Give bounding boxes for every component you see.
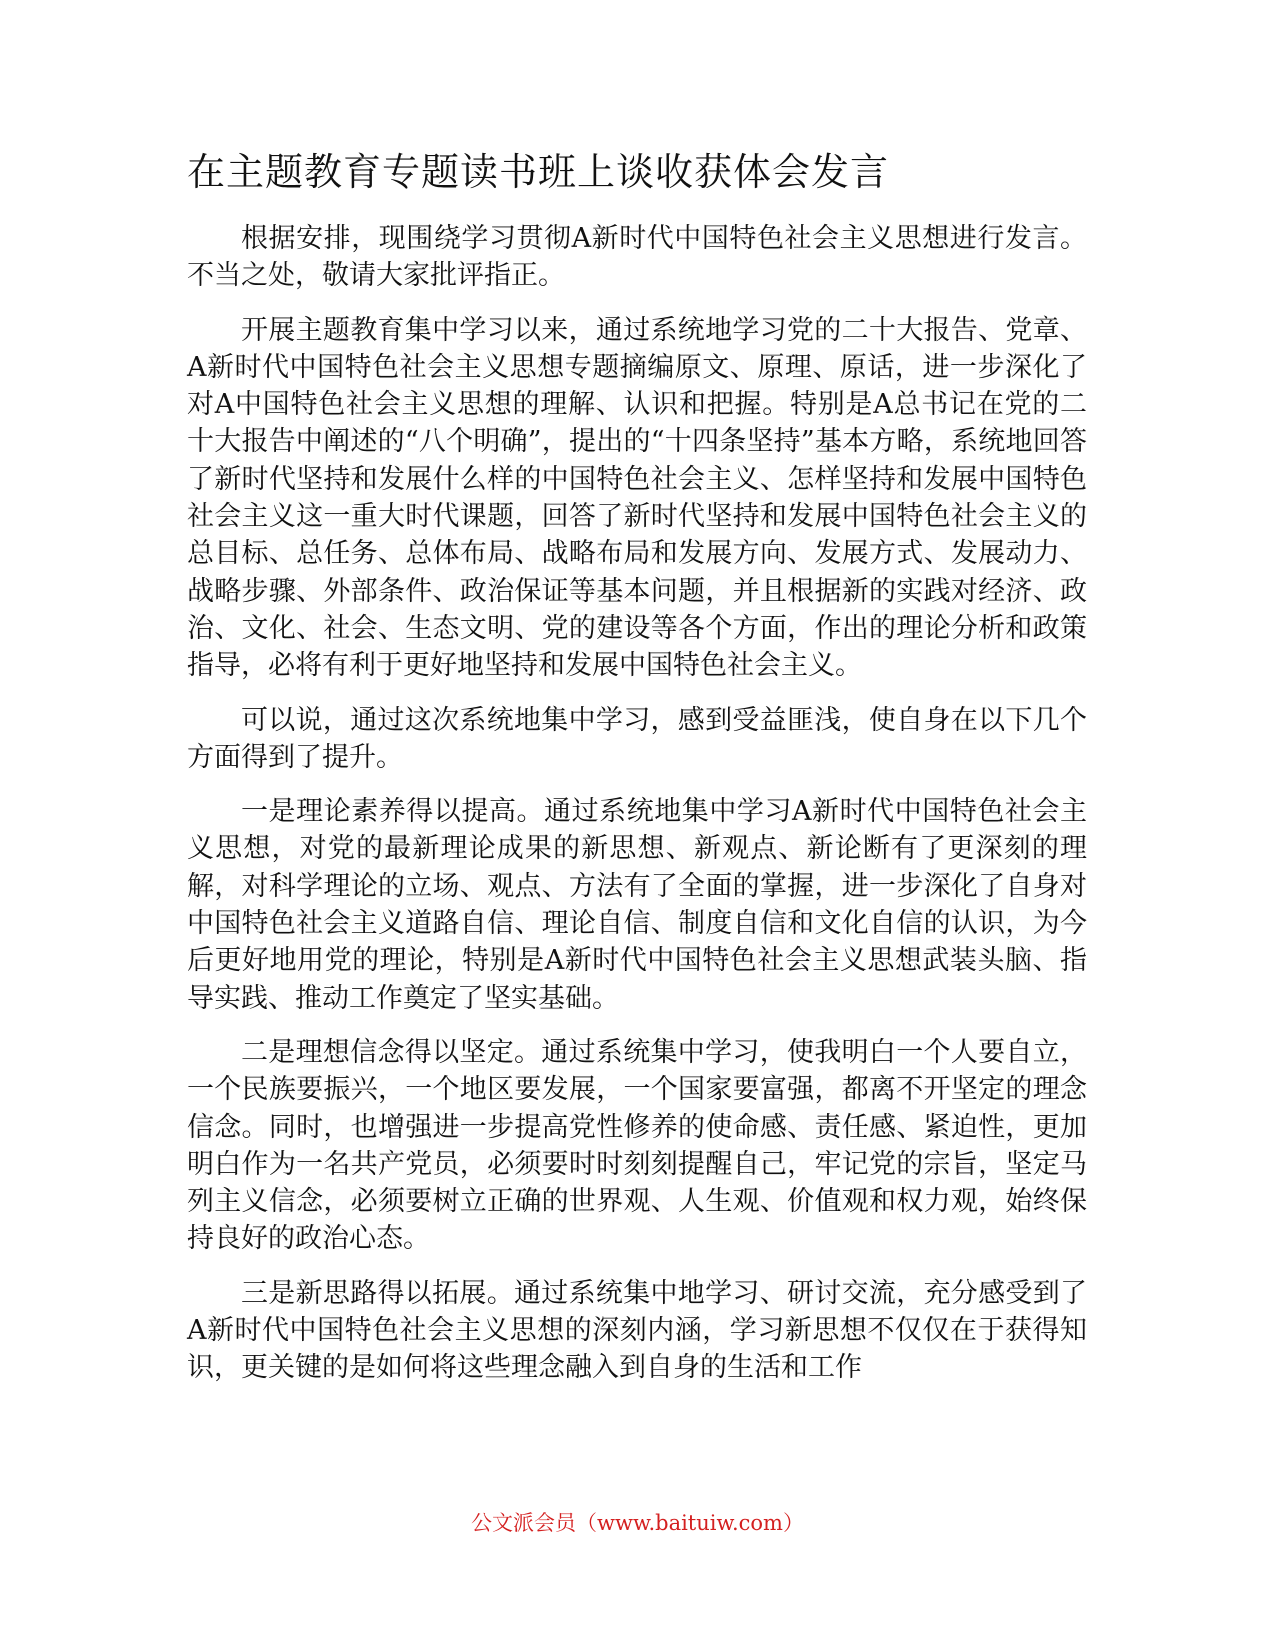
paragraph-intro: 根据安排，现围绕学习贯彻A新时代中国特色社会主义思想进行发言。不当之处，敬请大家批评指正。: [187, 223, 1087, 292]
paragraph-point-one: 一是理论素养得以提高。通过系统地集中学习A新时代中国特色社会主义思想，对党的最新理论成果的新思想、新观点、新论断有了更深刻的理解，对科学理论的立场、观点、方法有了全面的掌握，进一步深化了自身对中国特色社会主义道路自信、理论自信、制度自信和文化自信的认识，为今后更好地用党的理论，特别是A新时代中国特色社会主义思想武装头脑、指导实践、推动工作奠定了坚实基础。: [187, 796, 1087, 1014]
paragraph-point-three: 三是新思路得以拓展。通过系统集中地学习、研讨交流，充分感受到了A新时代中国特色社会主义思想的深刻内涵，学习新思想不仅仅在于获得知识，更关键的是如何将这些理念融入到自身的生活和工作: [187, 1277, 1087, 1384]
document-title: 在主题教育专题读书班上谈收获体会发言: [187, 150, 890, 194]
paragraph-summary: 可以说，通过这次系统地集中学习，感到受益匪浅，使自身在以下几个方面得到了提升。: [187, 704, 1087, 773]
footer-watermark: 公文派会员（www.baituiw.com）: [471, 1511, 804, 1535]
document-body: [187, 220, 1087, 1404]
paragraph-point-two: 二是理想信念得以坚定。通过系统集中学习，使我明白一个人要自立，一个民族要振兴，一个地区要发展，一个国家要富强，都离不开坚定的理念信念。同时，也增强进一步提高党性修养的使命感、责任感、紧迫性，更加明白作为一名共产党员，必须要时时刻刻提醒自己，牢记党的宗旨，坚定马列主义信念，必须要树立正确的世界观、人生观、价值观和权力观，始终保持良好的政治心态。: [187, 1036, 1087, 1255]
paragraph-study-overview: 开展主题教育集中学习以来，通过系统地学习党的二十大报告、党章、A新时代中国特色社会主义思想专题摘编原文、原理、原话，进一步深化了对A中国特色社会主义思想的理解、认识和把握。特别是A总书记在党的二十大报告中阐述的“八个明确”，提出的“十四条坚持”基本方略，系统地回答了新时代坚持和发展什么样的中国特色社会主义、怎样坚持和发展中国特色社会主义这一重大时代课题，回答了新时代坚持和发展中国特色社会主义的总目标、总任务、总体布局、战略布局和发展方向、发展方式、发展动力、战略步骤、外部条件、政治保证等基本问题，并且根据新的实践对经济、政治、文化、社会、生态文明、党的建设等各个方面，作出的理论分析和政策指导，必将有利于更好地坚持和发展中国特色社会主义。: [187, 314, 1087, 682]
